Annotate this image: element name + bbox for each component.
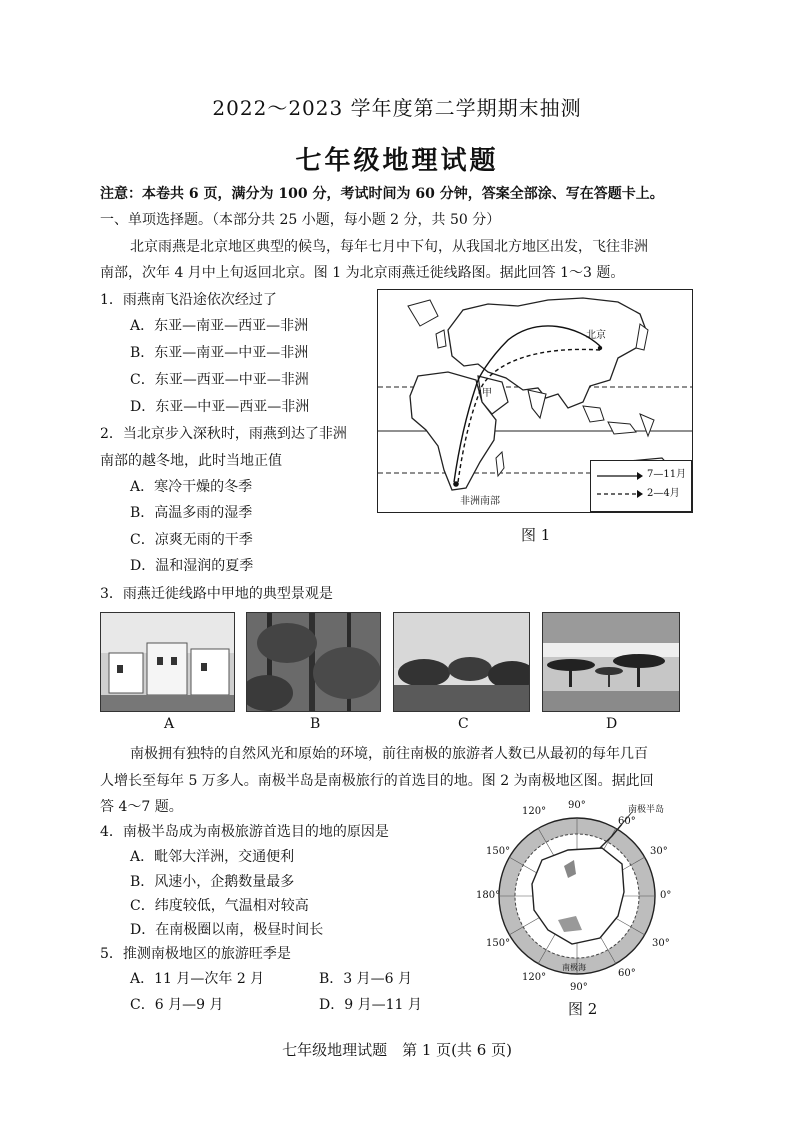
q1-option-a: A．东亚—南亚—西亚—非洲 <box>130 318 309 334</box>
figure-2-antarctica-map <box>472 800 682 996</box>
q4-option-a: A．毗邻大洋洲，交通便利 <box>130 849 295 865</box>
q5-option-a: A．11 月—次年 2 月 <box>130 971 265 987</box>
lon-120-bottom: 120° <box>522 972 547 983</box>
photo-a-desert-town <box>100 612 235 712</box>
notice: 注意：本卷共 6 页，满分为 100 分，考试时间为 60 分钟，答案全部涂、写在答题卡上。 <box>100 186 664 202</box>
passage2-line1: 南极拥有独特的自然风光和原始的环境，前往南极的旅游者人数已从最初的每年几百 <box>130 746 648 762</box>
exam-title: 2022～2023 学年度第二学期期末抽测 <box>212 96 582 120</box>
passage1-line1: 北京雨燕是北京地区典型的候鸟，每年七月中下旬，从我国北方地区出发，飞往非洲 <box>130 239 648 255</box>
lon-180-left: 180° <box>476 890 501 901</box>
lon-120-top: 120° <box>522 806 547 817</box>
q2-option-c: C．凉爽无雨的干季 <box>130 532 253 548</box>
lon-150-lower: 150° <box>486 938 511 949</box>
legend-dashed-label: 2—4月 <box>647 488 680 499</box>
page-footer: 七年级地理试题 第 1 页(共 6 页) <box>282 1041 512 1059</box>
q2-option-d: D．温和湿润的夏季 <box>130 558 254 574</box>
question-2-stem-2: 南部的越冬地，此时当地正值 <box>100 453 282 469</box>
photo-a-label: A <box>164 716 175 732</box>
exam-subtitle: 七年级地理试题 <box>295 146 499 176</box>
label-jia: 甲 <box>482 388 492 399</box>
photo-b-label: B <box>310 716 321 732</box>
q5-option-d: D．9 月—11 月 <box>319 997 422 1013</box>
q2-option-a: A．寒冷干燥的冬季 <box>130 479 253 495</box>
lon-30-lower: 30° <box>652 938 670 949</box>
lon-150-left: 150° <box>486 846 511 857</box>
passage2-line2: 人增长至每年 5 万多人。南极半岛是南极旅行的首选目的地。图 2 为南极地区图。据此回 <box>100 773 654 789</box>
q1-option-c: C．东亚—西亚—中亚—非洲 <box>130 372 309 388</box>
photo-d-label: D <box>606 716 618 732</box>
question-1-stem: 1．雨燕南飞沿途依次经过了 <box>100 292 277 308</box>
label-southern-africa: 非洲南部 <box>460 496 500 507</box>
beijing-marker <box>598 346 602 350</box>
q4-option-b: B．风速小，企鹅数量最多 <box>130 874 295 890</box>
q2-option-b: B．高温多雨的湿季 <box>130 505 253 521</box>
wintering-site-marker <box>453 481 459 487</box>
question-4-stem: 4．南极半岛成为南极旅游首选目的地的原因是 <box>100 824 389 840</box>
map-legend <box>590 460 692 512</box>
q1-option-d: D．东亚—中亚—西亚—非洲 <box>130 399 310 415</box>
label-beijing: 北京 <box>586 330 606 341</box>
label-south-sea: 南极海 <box>562 963 586 972</box>
section-heading: 一、单项选择题。（本部分共 25 小题，每小题 2 分，共 50 分） <box>100 212 501 228</box>
photo-c-label: C <box>458 716 469 732</box>
photo-d-illustration <box>543 613 680 712</box>
question-2-stem-1: 2．当北京步入深秋时，雨燕到达了非洲 <box>100 426 347 442</box>
figure-1-caption: 图 1 <box>521 526 551 544</box>
lon-60-bottom: 60° <box>618 968 636 979</box>
lon-30-right: 30° <box>650 846 668 857</box>
photo-b-illustration <box>247 613 381 712</box>
legend-solid-label: 7—11月 <box>647 469 687 480</box>
legend-line-icons <box>597 471 643 501</box>
passage2-line3: 答 4～7 题。 <box>100 799 183 815</box>
q1-option-b: B．东亚—南亚—中亚—非洲 <box>130 345 309 361</box>
q5-option-b: B．3 月—6 月 <box>319 971 413 987</box>
lon-90-bottom: 90° <box>570 982 588 993</box>
figure-2-caption: 图 2 <box>568 1000 598 1018</box>
photo-d-savanna <box>542 612 680 712</box>
label-antarctic-peninsula: 南极半岛 <box>628 805 665 815</box>
lon-60-top: 60° <box>618 816 636 827</box>
photo-c-woodland <box>393 612 530 712</box>
photo-a-illustration <box>101 613 235 712</box>
photo-b-rainforest <box>246 612 381 712</box>
question-3-stem: 3．雨燕迁徙线路中甲地的典型景观是 <box>100 586 333 602</box>
q5-option-c: C．6 月—9 月 <box>130 997 224 1013</box>
q4-option-c: C．纬度较低，气温相对较高 <box>130 898 309 914</box>
q4-option-d: D．在南极圈以南，极昼时间长 <box>130 922 324 938</box>
lon-0-right: 0° <box>660 890 672 901</box>
photo-c-illustration <box>394 613 530 712</box>
lon-90-top: 90° <box>568 800 586 811</box>
figure-1-migration-map <box>377 289 693 513</box>
passage1-line2: 南部，次年 4 月中上旬返回北京。图 1 为北京雨燕迁徙线路图。据此回答 1～3 题。 <box>100 265 625 281</box>
question-5-stem: 5．推测南极地区的旅游旺季是 <box>100 946 291 962</box>
